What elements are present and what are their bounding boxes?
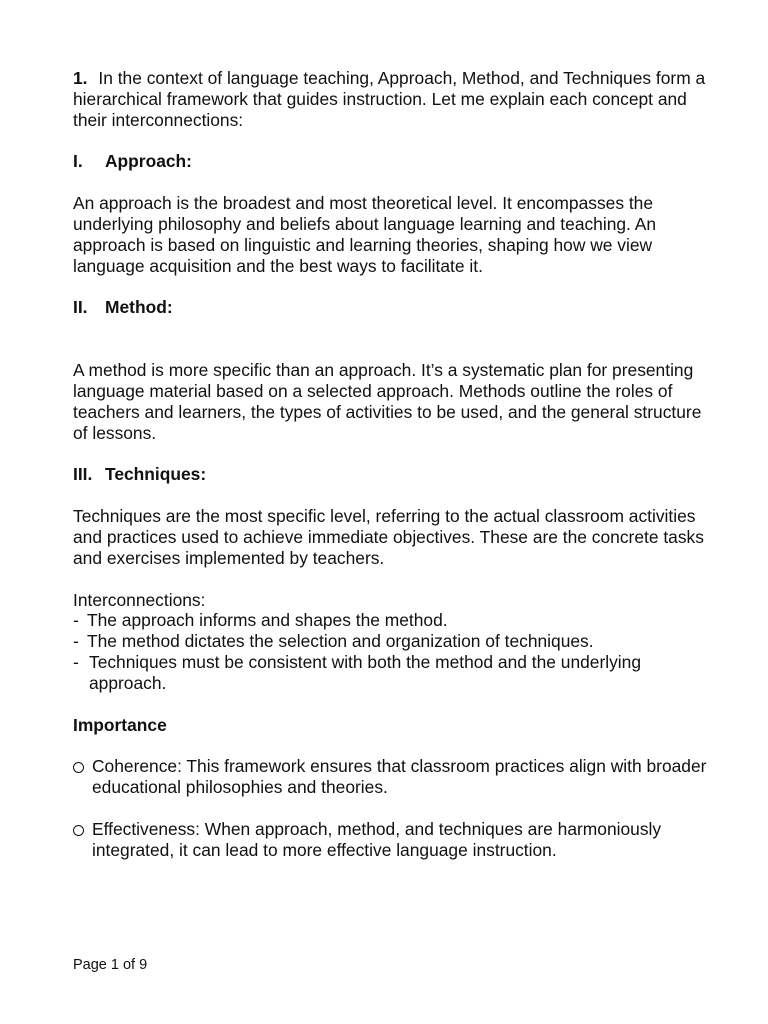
bullet-text: Effectiveness: When approach, method, and techniques are harmoniously integrated, it can lead to more effective language instruction. <box>92 818 662 860</box>
dash-marker: - <box>73 651 79 672</box>
section-heading-techniques <box>73 464 713 485</box>
list-item-text: The method dictates the selection and organization of techniques. <box>87 631 594 652</box>
section-title: Techniques: <box>105 464 207 485</box>
section-heading-approach <box>73 151 713 172</box>
interconnections-label: Interconnections: <box>73 589 206 610</box>
intro-number: 1. <box>73 68 88 88</box>
list-item <box>73 610 713 631</box>
section-title: Approach: <box>105 151 192 172</box>
section-title: Method: <box>105 297 173 318</box>
interconnections-block <box>73 590 713 694</box>
hollow-circle-bullet-icon <box>73 762 84 773</box>
list-item-text: The approach informs and shapes the method. <box>87 610 448 631</box>
dash-marker: - <box>73 610 79 631</box>
section-heading-method <box>73 297 713 318</box>
hollow-circle-bullet-icon <box>73 825 84 836</box>
section-numeral: II. <box>73 297 88 318</box>
section-body-techniques: Techniques are the most specific level, referring to the actual classroom activities and practices used to achieve immediate objectives. These are the concrete tasks and exercises implemented by teachers. <box>73 506 704 568</box>
importance-heading: Importance <box>73 714 167 735</box>
document-page <box>73 68 713 861</box>
intro-paragraph <box>73 68 713 130</box>
section-numeral: I. <box>73 151 83 172</box>
page-number: Page 1 of 9 <box>73 957 148 973</box>
bullet-item <box>73 756 713 798</box>
dash-marker: - <box>73 631 79 652</box>
bullet-item <box>73 819 713 861</box>
intro-text: In the context of language teaching, Approach, Method, and Techniques form a hierarchical framework that guides instruction. Let me explain each concept and their interconnections: <box>73 68 706 130</box>
section-body-approach: An approach is the broadest and most theoretical level. It encompasses the underlying philosophy and beliefs about language learning and teaching. An approach is based on linguistic and learning theories, shaping how we view language acquisition and the best ways to facilitate it. <box>73 193 657 276</box>
bullet-text: Coherence: This framework ensures that classroom practices align with broader educational philosophies and theories. <box>92 756 707 798</box>
list-item <box>73 631 713 652</box>
section-body-method: A method is more specific than an approach. It’s a systematic plan for presenting language material based on a selected approach. Methods outline the roles of teachers and learners, the types of activities to be used, and the general structure of lessons. <box>73 360 702 443</box>
section-numeral: III. <box>73 464 93 485</box>
list-item <box>73 652 713 694</box>
list-item-text: Techniques must be consistent with both the method and the underlying approach. <box>89 651 642 693</box>
